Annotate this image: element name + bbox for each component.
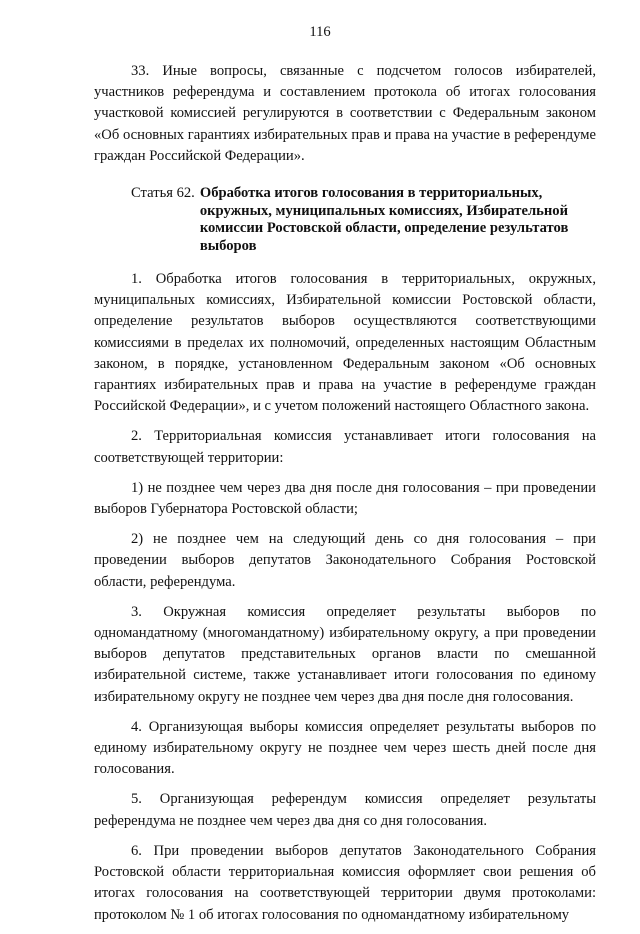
paragraph-2: 2. Территориальная комиссия устанавливает итоги голосования на соответствующей территории: — [94, 428, 596, 466]
paragraph-6: 6. При проведении выборов депутатов Законодательного Собрания Ростовской области территориальная комиссия оформляет свои решения об итогах голосования на соответствующей территории двумя протоколами: протоколом № 1 об итогах голосования по одномандатному избирательному — [94, 842, 596, 923]
page-number: 116 — [309, 24, 331, 40]
paragraph-item-33: 33. Иные вопросы, связанные с подсчетом голосов избирателей, участников референдума и составлением протокола об итогах голосования участковой комиссией регулируются в соответствии с Федеральным законом «Об основных гарантиях избирательных прав и права на участие в референдуме граждан Российской Федерации». — [94, 63, 596, 164]
document-body — [94, 61, 596, 934]
paragraph-2-subitem-2: 2) не позднее чем на следующий день со дня голосования – при проведении выборов депутатов Законодательного Собрания Ростовской области, референдума. — [94, 531, 596, 590]
article-title: Обработка итогов голосования в территориальных, окружных, муниципальных комиссиях, Избирательной комиссии Ростовской области, определение результатов выборов — [199, 185, 569, 254]
paragraph-1: 1. Обработка итогов голосования в территориальных, окружных, муниципальных комиссиях, Избирательной комиссии Ростовской области, определение результатов выборов осуществляются соответствующими комиссиями в пределах их полномочий, определенных настоящим Областным законом, в порядке, установленном Федеральным законом «Об основных гарантиях избирательных прав и права на участие в референдуме граждан Российской Федерации», и с учетом положений настоящего Областного закона. — [94, 271, 596, 415]
paragraph-5: 5. Организующая референдум комиссия определяет результаты референдума не позднее чем через два дня со дня голосования. — [94, 791, 596, 829]
article-number: Статья 62. — [131, 185, 195, 202]
paragraph-4: 4. Организующая выборы комиссия определяет результаты выборов по единому избирательному округу не позднее чем через шесть дней после дня голосования. — [94, 718, 596, 778]
paragraph-2-subitem-1: 1) не позднее чем через два дня после дня голосования – при проведении выборов Губернатора Ростовской области; — [94, 479, 596, 518]
paragraph-3: 3. Окружная комиссия определяет результаты выборов по одномандатному (многомандатному) избирательному округу, а при проведении выборов депутатов представительных органов власти по смешанной избирательной системе, также устанавливает итоги голосования по единому избирательному округу не позднее чем через два дня после дня голосования. — [94, 603, 596, 705]
article-heading — [131, 183, 596, 255]
